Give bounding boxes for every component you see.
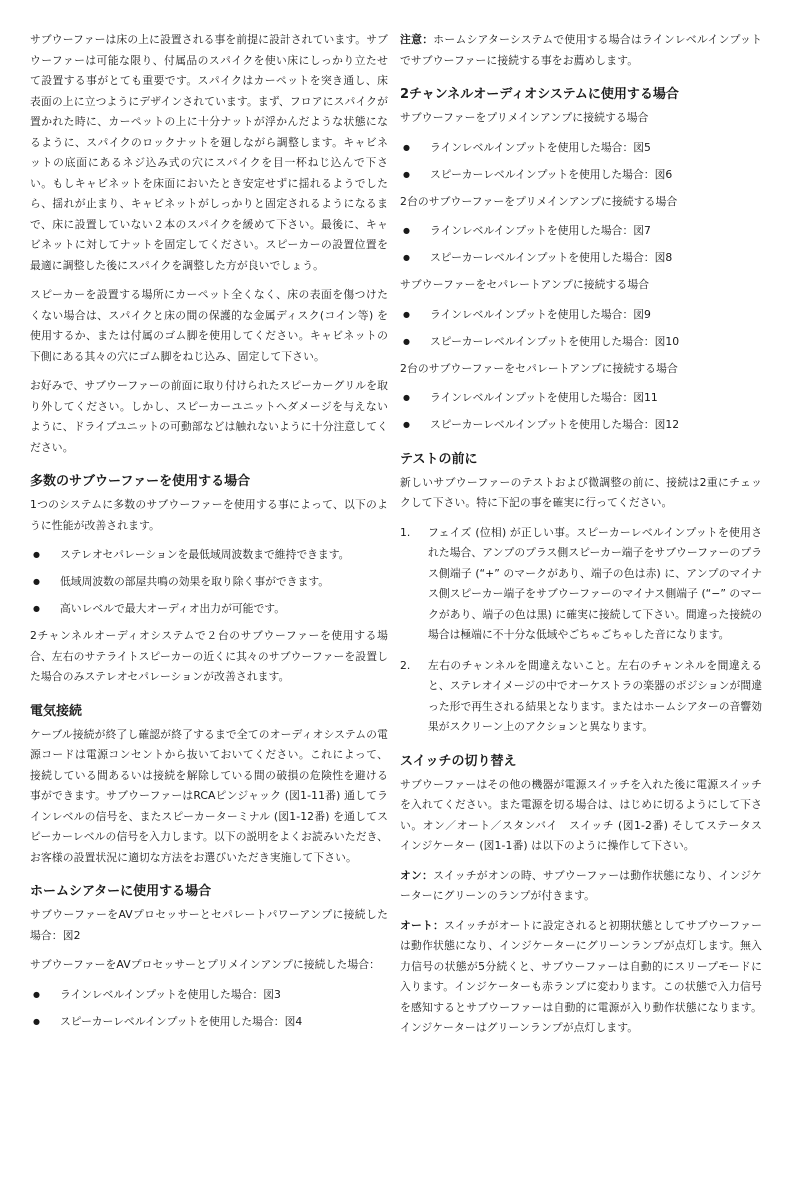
spike-paragraph: サブウーファーは床の上に設置される事を前提に設計されています。サブウーファーは可能な限り、付属品のスパイクを使い床にしっかり立たせて設置する事がとても重要です。スパイクはカーペットを突き通し、床表面の上に立つようにデザインされています。まず、フロアにスパイクが置かれた時に、カーペットの上に十分ナットが浮かんだような状態になるように、スパイクのロックナットを廻しながら調整します。キャビネットの底面にあるネジ込み式の穴にスパイクを目一杯ねじ込んで下さい。もしキャビネットを床面においたとき安定せずに揺れるようでしたら、揺れが止まり、キャビネットがしっかりと固定されるようになるまで、床に設置していない２本のスパイクを緩めて下さい。最後に、キャビネットに対してナットを固定してください。スピーカーの設置位置を最適に調整した後にスパイクを調整した方が良いでしょう。 [30,33,388,272]
av-integrated-paragraph: サブウーファーをAVプロセッサーとプリメインアンプに接続した場合： [30,958,381,971]
on-label: オン： [400,868,434,882]
group-title: 2台のサブウーファーをセパレートアンプに接続する場合 [400,361,678,375]
list-item: ● ラインレベルインプットを使用した場合：図11 [400,388,762,409]
list-item: ● 低域周波数の部屋共鳴の効果を取り除く事ができます。 [30,572,388,593]
list-item: ● スピーカーレベルインプットを使用した場合：図8 [400,248,762,269]
on-text: スイッチがオンの時、サブウーファーは動作状態になり、インジケーターにグリーンのランプが付きます。 [400,868,762,902]
left-column [30,30,388,1039]
item-number: 2. [400,658,411,672]
switch-heading: スイッチの切り替え [400,753,517,769]
auto-label: オート： [400,918,445,932]
multi-subwoofer-heading: 多数のサブウーファーを使用する場合 [30,474,251,489]
note-label: 注意： [400,33,434,46]
list-item: ● ラインレベルインプットを使用した場合：図5 [400,138,762,159]
stereo-separation-paragraph: 2チャンネルオーディオシステムで２台のサブウーファーを使用する場合、左右のサテライトスピーカーの近くに其々のサブウーファーを設置した場合のみステレオセパレーションが改善されます。 [30,629,388,683]
list-item: ● スピーカーレベルインプットを使用した場合：図10 [400,332,762,353]
test-intro-paragraph: 新しいサブウーファーのテストおよび微調整の前に、接続は2重にチェックして下さい。特に下記の事を確実に行ってください。 [400,475,762,509]
home-theater-heading: ホームシアターに使用する場合 [30,884,212,899]
two-channel-heading: 2チャンネルオーディオシステムに使用する場合 [400,87,679,102]
multi-intro-paragraph: 1つのシステムに多数のサブウーファーを使用する事によって、以下のように性能が改善されます。 [30,498,388,532]
test-list [400,523,762,738]
list-item: ● ステレオセパレーションを最低域周波数まで維持できます。 [30,545,388,566]
test-heading: テストの前に [400,451,478,467]
right-column [400,30,773,1048]
electrical-paragraph: ケーブル接続が終了し確認が終了するまで全てのオーディオシステムの電源コードは電源コンセントから抜いておいてください。これによって、接続している間あるいは接続を解除している間の破損の危険性を避ける事ができます。サブウーファーはRCAピンジャック (図1-11番) 通してラインレベルの信号を、またスピーカーターミナル (図1-12番) を通してスピーカーレベルの信号を入力します。以下の説明をよくお読みいただき、お客様の設置状況に適切な方法をお選びいただき実施して下さい。 [30,727,388,864]
electrical-heading: 電気接続 [30,703,83,719]
group-list [400,138,762,186]
home-theater-list [30,985,388,1033]
list-item [400,656,762,738]
group-list [400,305,762,353]
av-separate-paragraph: サブウーファーをAVプロセッサーとセパレートパワーアンプに接続した場合：図2 [30,908,388,942]
list-item: ● スピーカーレベルインプットを使用した場合：図12 [400,415,762,436]
item-text: フェイズ (位相) が正しい事。スピーカーレベルインプットを使用された場合、アンプのプラス側スピーカー端子をサブウーファーのプラス側端子 (“+” のマークがあり、端子の色は赤) に、アンプのマイナス側スピーカー端子をサブウーファーのマイナス側端子 (“−” のマークがあり、端子の色は黒) に確実に接続して下さい。間違った接続の場合は極端に不十分な低域やごちゃごちゃした音になります。 [428,525,762,641]
list-item: ● スピーカーレベルインプットを使用した場合：図4 [30,1012,388,1033]
on-paragraph [400,866,762,907]
list-item: ● 高いレベルで最大オーディオ出力が可能です。 [30,599,388,620]
note-text: ホームシアターシステムで使用する場合はラインレベルインプットでサブウーファーに接続する事をお薦めします。 [400,33,762,67]
list-item: ● ラインレベルインプットを使用した場合：図7 [400,221,762,242]
switch-paragraph: サブウーファーはその他の機器が電源スイッチを入れた後に電源スイッチを入れてください。また電源を切る場合は、はじめに切るようにして下さい。オン／オート／スタンバイ スイッチ (図1-2番) そしてステータス インジケーター (図1-1番) は以下のように操作して下さい。 [400,777,773,852]
group-title: 2台のサブウーファーをプリメインアンプに接続する場合 [400,194,678,208]
auto-paragraph [400,916,762,1039]
rubber-feet-paragraph: スピーカーを設置する場所にカーペット全くなく、床の表面を傷つけたくない場合は、スパイクと床の間の保護的な金属ディスク(コイン等) を使用するか、または付属のゴム脚を使用してください。キャビネットの下側にある其々の穴にゴム脚をねじ込み、固定して下さい。 [30,288,388,363]
group-list [400,388,762,436]
list-item: ● ラインレベルインプットを使用した場合：図3 [30,985,388,1006]
item-number: 1. [400,525,411,539]
group-list [400,221,762,269]
multi-benefits-list [30,545,388,620]
auto-text: スイッチがオートに設定されると初期状態としてサブウーファーは動作状態になり、インジケーターにグリーンランプが点灯します。無入力信号の状態が5分続くと、サブウーファーは自動的にスリープモードに入ります。インジケーターも赤ランプに変わります。この状態で入力信号を感知するとサブウーファーは自動的に電源が入り動作状態になります。インジケーターはグリーンランプが点灯します。 [400,918,762,1034]
item-text: 左右のチャンネルを間違えないこと。左右のチャンネルを間違えると、ステレオイメージの中でオーケストラの楽器のポジションが間違った形で再生される結果となります。またはホームシアターの音響効果がスクリーン上のアクションと異なります。 [428,658,762,733]
list-item [400,523,762,646]
list-item: ● スピーカーレベルインプットを使用した場合：図6 [400,165,762,186]
grille-paragraph: お好みで、サブウーファーの前面に取り付けられたスピーカーグリルを取り外してください。しかし、スピーカーユニットへダメージを与えないように、ドライブユニットの可動部などは触れないように十分注意してください。 [30,379,388,454]
note-paragraph [400,30,762,71]
group-title: サブウーファーをプリメインアンプに接続する場合 [400,111,649,124]
group-title: サブウーファーをセパレートアンプに接続する場合 [400,278,650,291]
list-item: ● ラインレベルインプットを使用した場合：図9 [400,305,762,326]
